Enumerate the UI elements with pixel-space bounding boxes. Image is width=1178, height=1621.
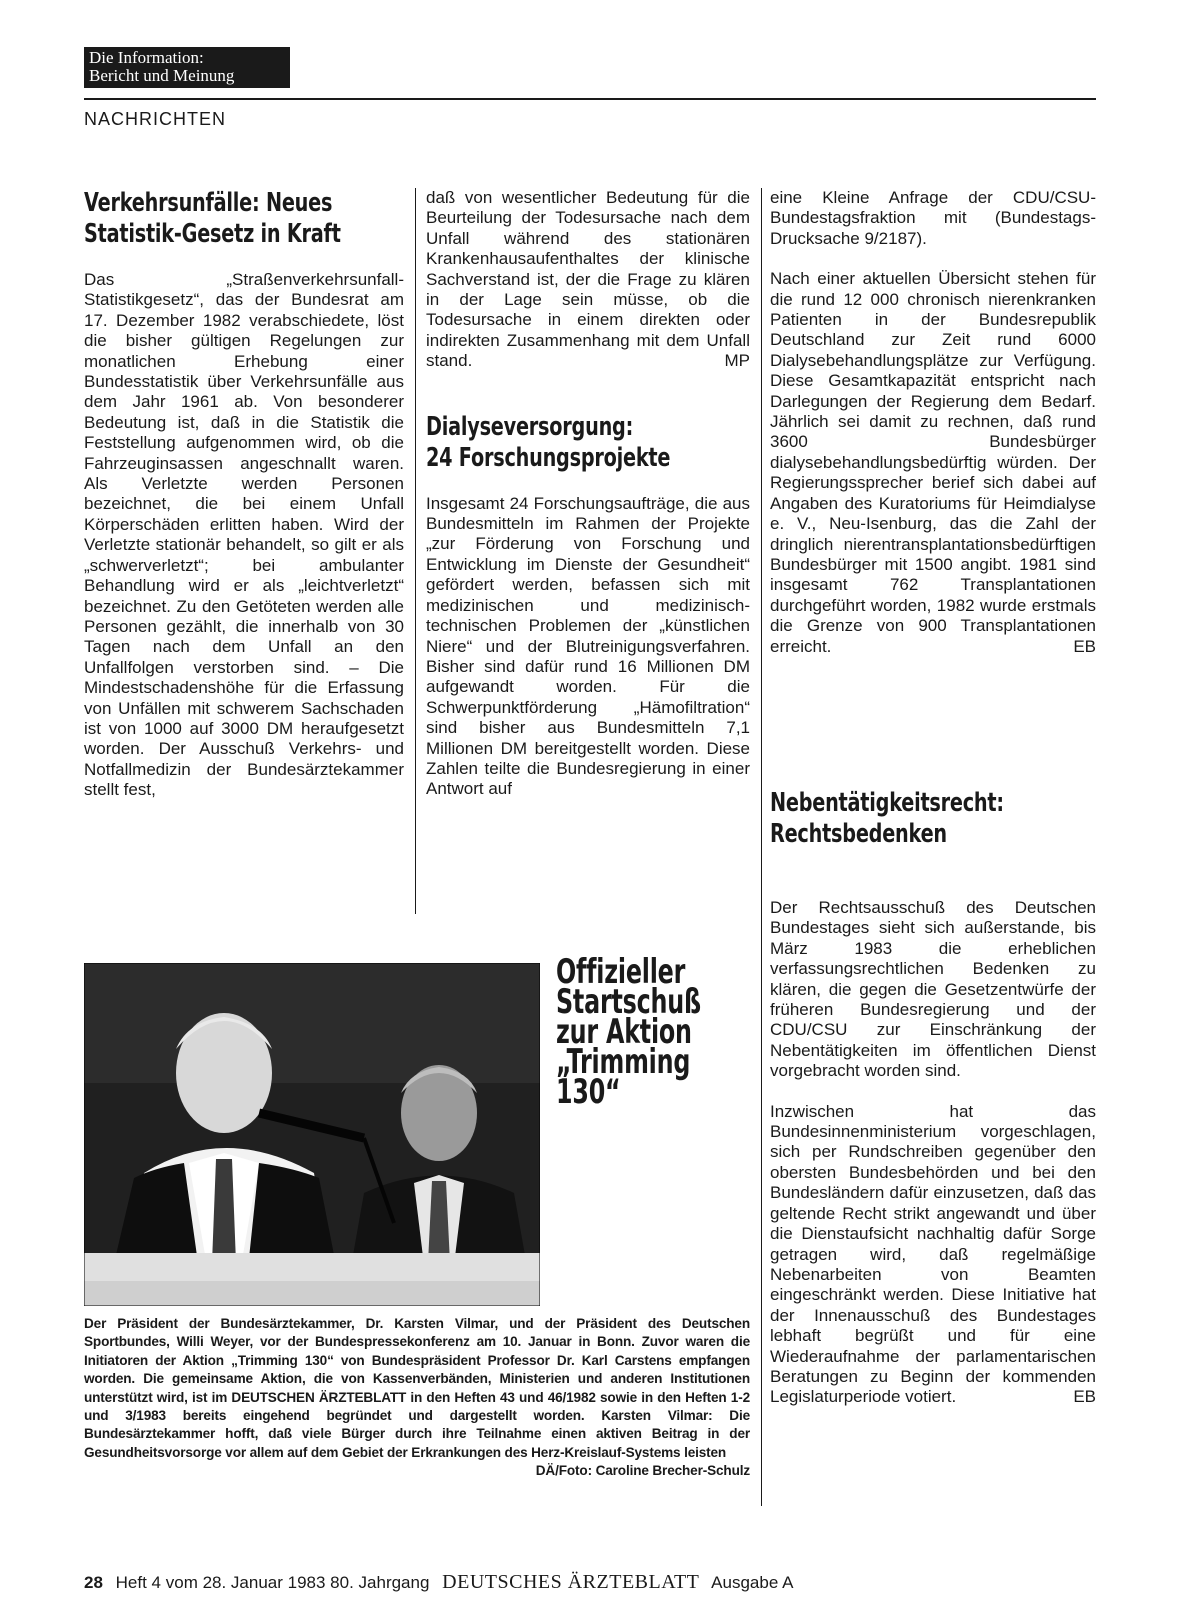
page-number: 28 [84, 1573, 103, 1592]
article-body: Nach einer aktuellen Übersicht stehen für die rund 12 000 chronisch nierenkranken Patienten in der Bundesrepublik Deutschland zur Zeit rund 6000 Dialysebehandlungsplätze zur Verfügung. Diese Gesamtkapazität entspricht nach Darlegungen der Regierung dem Bedarf. Jährlich sei damit zu rechnen, daß rund 3600 Bundesbürger dialysebehandlungsbedürftig würden. Der Regierungssprecher berief sich dabei auf Angaben des Kuratoriums für Heimdialyse e. V., Neu-Isenburg, das die Zahl der dringlich nierentransplantationsbedürftigen Bundesbürger mit 1500 angibt. 1981 sind insgesamt 762 Transplantationen durchgeführt worden, 1982 wurde erstmals die Grenze von 900 Transplantationen erreicht. EB [770, 269, 1096, 656]
author-signature: EB [1073, 636, 1096, 656]
column-rule-2 [761, 188, 762, 1506]
article-verkehrsunfaelle [84, 188, 404, 801]
author-signature: MP [724, 351, 750, 371]
photo-illustration [84, 963, 540, 1306]
article-body-continued: daß von wesentlicher Bedeutung für die Beurteilung der Todesursache nach dem Unfall während des stationären Krankenhausaufenthaltes der klinische Sachverstand ist, der die Frage zu klären in der Lage sein müsse, ob die Todesursache in einem direkten oder indirekten Zusammenhang mit dem Unfall stand. MP [426, 188, 750, 371]
photo-credit: DÄ/Foto: Caroline Brecher-Schulz [535, 1463, 750, 1479]
journal-name: DEUTSCHES ÄRZTEBLATT [442, 1571, 700, 1593]
column-3-top [770, 188, 1096, 657]
article-title: Nebentätigkeitsrecht: Rechtsbedenken [770, 788, 1004, 849]
issue-info: Heft 4 vom 28. Januar 1983 80. Jahrgang [115, 1573, 430, 1592]
photo-feature-title: Offizieller Startschuß zur Aktion „Trimming 130“ [556, 952, 701, 1112]
article-body: Inzwischen hat das Bundesinnenministerium vorgeschlagen, sich per Rundschreiben gegenüber den obersten Bundesbehörden und bei den Bundesländern dafür einzusetzen, daß das geltende Recht strikt angewandt und über die Dienstaufsicht nachhaltig dafür Sorge getragen wird, daß regelmäßige Nebenarbeiten von Beamten eingeschränkt werden. Diese Initiative hat der Innenausschuß des Bundestages lebhaft begrüßt und für eine Wiederaufnahme der parlamentarischen Beratungen zu Beginn der kommenden Legislaturperiode votiert. EB [770, 1101, 1096, 1407]
section-label: NACHRICHTEN [84, 109, 227, 129]
article-title: Dialyseversorgung: 24 Forschungsprojekte [426, 411, 671, 473]
author-signature: EB [1073, 1387, 1096, 1407]
article-body: Das „Straßenverkehrsunfall-Statistikgesetz“, das der Bundesrat am 17. Dezember 1982 verabschiedete, löst die bisher gültigen Regelungen zur monatlichen Erhebung einer Bundesstatistik über Verkehrsunfälle aus dem Jahr 1961 ab. Von besonderer Bedeutung ist, daß in die Statistik die Feststellung aufgenommen wird, ob die Fahrzeuginsassen angeschnallt waren. Als Verletzte werden Personen bezeichnet, die bei einem Unfall Körperschäden erlitten haben. Wird der Verletzte stationär behandelt, so gilt er als „schwerverletzt“; bei ambulanter Behandlung wird er als „leichtverletzt“ bezeichnet. Zu den Getöteten werden alle Personen gezählt, die innerhalb von 30 Tagen nach dem Unfall an den Unfallfolgen verstorben sind. – Die Mindestschadenshöhe für die Erfassung von Unfällen mit schwerem Sachschaden ist von 1000 auf 3000 DM heraufgesetzt worden. Der Ausschuß Verkehrs- und Notfallmedizin der Bundesärztekammer stellt fest, [84, 270, 404, 800]
photo-feature-headline [556, 952, 746, 1112]
article-body: Insgesamt 24 Forschungsaufträge, die aus Bundesmitteln im Rahmen der Projekte „zur Förderung von Forschung und Entwicklung im Dienste der Gesundheit“ gefördert werden, befassen sich mit medizinischen und medizinisch-technischen Problemen der „künstlichen Niere“ und der Blutreinigungsverfahren. Bisher sind dafür rund 16 Millionen DM aufgewandt worden. Für die Schwerpunktförderung „Hämofiltration“ sind bisher aus Bundesmitteln 7,1 Millionen DM bereitgestellt worden. Diese Zahlen teilte die Bundesregierung in einer Antwort auf [426, 493, 750, 799]
press-conference-photo [84, 963, 540, 1306]
masthead-line2: Bericht und Meinung [89, 66, 235, 85]
top-rule [84, 98, 1096, 100]
article-body: Der Rechtsausschuß des Deutschen Bundestages sieht sich außerstande, bis März 1983 die erheblichen verfassungsrechtlichen Bedenken zu klären, die gegen die Gesetzentwürfe der früheren Bundesregierung und der CDU/CSU zur Einschränkung der Nebentätigkeiten im öffentlichen Dienst vorgebracht worden sind. [770, 898, 1096, 1081]
article-body-continued: eine Kleine Anfrage der CDU/CSU-Bundestagsfraktion mit (Bundestags-Drucksache 9/2187). [770, 188, 1096, 248]
masthead-line1: Die Information: [89, 48, 204, 67]
masthead [84, 47, 290, 88]
column-rule-1 [415, 188, 416, 914]
column-2 [426, 188, 750, 800]
page-footer [84, 1571, 793, 1594]
photo-caption: Der Präsident der Bundesärztekammer, Dr. Karsten Vilmar, und der Präsident des Deutschen Sportbundes, Willi Weyer, vor der Bundespressekonferenz am 10. Januar in Bonn. Zuvor waren die Initiatoren der Aktion „Trimming 130“ von Bundespräsident Professor Dr. Karl Carstens empfangen worden. Die gemeinsame Aktion, die von Kassenverbänden, Ministerien und anderen Institutionen unterstützt wird, ist im DEUTSCHEN ÄRZTEBLATT in den Heften 43 und 46/1982 sowie in den Heften 1-2 und 3/1983 bereits eingehend begründet und dargestellt worden. Karsten Vilmar: Die Bundesärztekammer hofft, daß viele Bürger durch ihre Teilnahme einen aktiven Beitrag in der Gesundheitsvorsorge vor allem auf dem Gebiet der Erkrankungen des Herz-Kreislauf-Systems leisten DÄ/Foto: Caroline Brecher-Schulz [84, 1315, 750, 1481]
article-title: Verkehrsunfälle: Neues Statistik-Gesetz in Kraft [84, 188, 341, 249]
article-nebentaetigkeitsrecht [770, 788, 1096, 1408]
edition: Ausgabe A [711, 1573, 794, 1592]
